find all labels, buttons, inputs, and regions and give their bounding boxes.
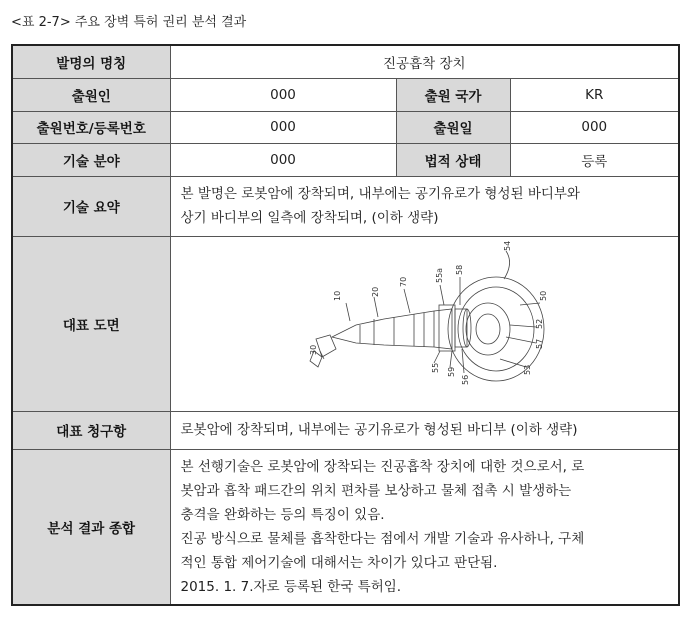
label-analysis: 분석 결과 종합 (12, 449, 170, 605)
label-drawing: 대표 도면 (12, 236, 170, 411)
value-summary (170, 176, 679, 236)
label-claim: 대표 청구항 (12, 411, 170, 449)
label-app-date: 출원일 (396, 111, 510, 143)
value-claim: 로봇암에 장착되며, 내부에는 공기유로가 형성된 바디부 (이하 생략) (170, 411, 679, 449)
ref-label: 53 (523, 364, 533, 375)
ref-label: 10 (333, 290, 343, 301)
ref-label: 55 (431, 362, 441, 373)
row-field (12, 143, 679, 176)
row-applicant (12, 78, 679, 111)
value-legal-status: 등록 (510, 143, 679, 176)
device-outline (310, 251, 544, 381)
value-drawing (170, 236, 679, 411)
row-app-no (12, 111, 679, 143)
table-caption: <표 2-7> 주요 장벽 특허 권리 분석 결과 (11, 15, 247, 30)
patent-drawing (274, 239, 574, 409)
ref-label: 20 (371, 286, 381, 297)
ref-label: 59 (447, 366, 457, 377)
analysis-line: 2015. 1. 7.자로 등록된 한국 특허임. (180, 578, 402, 595)
ref-label: 57 (535, 338, 545, 349)
value-app-date: 000 (510, 111, 679, 143)
analysis-line: 적인 통합 제어기술에 대해서는 차이가 있다고 판단됨. (180, 554, 498, 571)
ref-label: 58 (455, 264, 465, 275)
row-title (12, 45, 679, 78)
row-drawing (12, 236, 679, 411)
value-applicant: 000 (170, 78, 396, 111)
label-field: 기술 분야 (12, 143, 170, 176)
value-app-no: 000 (170, 111, 396, 143)
analysis-line: 진공 방식으로 물체를 흡착한다는 점에서 개발 기술과 유사하나, 구체 (180, 530, 585, 547)
patent-analysis-table (11, 44, 680, 606)
ref-label: 50 (539, 290, 549, 301)
analysis-line: 본 선행기술은 로봇암에 장착되는 진공흡착 장치에 대한 것으로서, 로 (180, 458, 585, 475)
value-country: KR (510, 78, 679, 111)
summary-line: 본 발명은 로봇암에 장착되며, 내부에는 공기유로가 형성된 바디부와 (180, 186, 580, 202)
row-analysis (12, 449, 679, 605)
ref-label: 54 (503, 240, 513, 251)
ref-label: 52 (535, 318, 545, 329)
label-app-no: 출원번호/등록번호 (12, 111, 170, 143)
analysis-line: 충격을 완화하는 등의 특징이 있음. (180, 506, 385, 523)
ref-label: 70 (399, 276, 409, 287)
analysis-line: 봇암과 흡착 패드간의 위치 편차를 보상하고 물체 접촉 시 발생하는 (180, 482, 572, 499)
ref-label: 56 (461, 374, 471, 385)
value-title: 진공흡착 장치 (170, 45, 679, 78)
label-legal-status: 법적 상태 (396, 143, 510, 176)
ref-label: 55a (435, 267, 445, 283)
value-field: 000 (170, 143, 396, 176)
summary-line: 상기 바디부의 일측에 장착되며, (이하 생략) (180, 210, 439, 226)
ref-label: 30 (309, 344, 319, 355)
label-summary: 기술 요약 (12, 176, 170, 236)
label-applicant: 출원인 (12, 78, 170, 111)
label-title: 발명의 명칭 (12, 45, 170, 78)
label-country: 출원 국가 (396, 78, 510, 111)
value-analysis (170, 449, 679, 605)
row-claim (12, 411, 679, 449)
row-summary (12, 176, 679, 236)
